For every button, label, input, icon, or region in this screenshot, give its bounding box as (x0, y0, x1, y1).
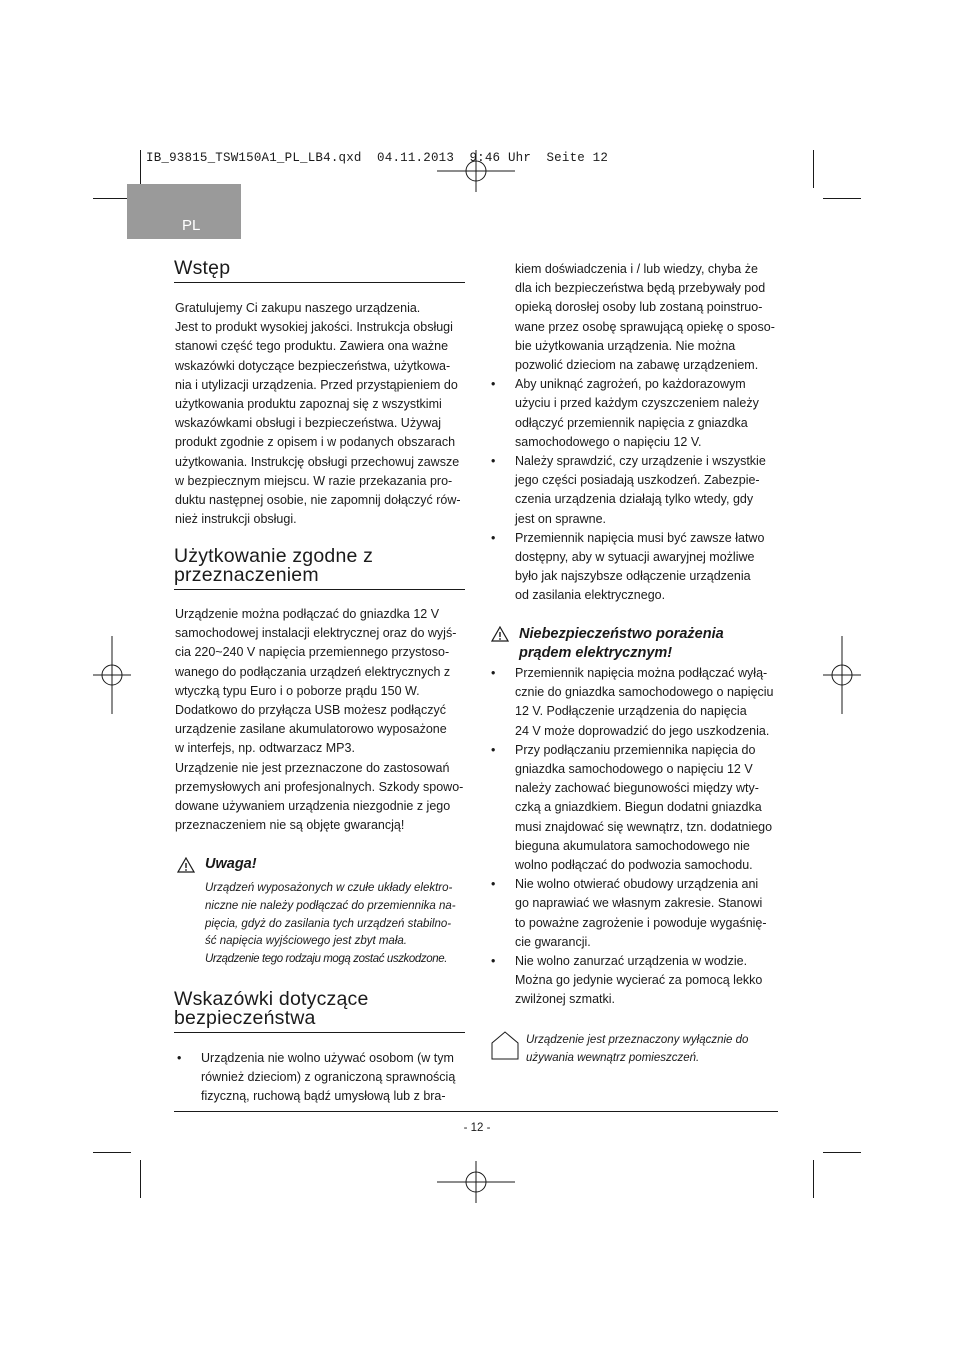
section-rule (174, 282, 465, 283)
title-line: prądem elektrycznym! (519, 645, 673, 661)
safety-list-right (489, 260, 789, 606)
print-slug-line: IB_93815_TSW150A1_PL_LB4.qxd 04.11.2013 9:46 Uhr Seite 12 (146, 151, 609, 165)
text-line: samochodowego o napięciu 12 V. (515, 434, 702, 449)
text-line: użyciu i przed każdym czyszczeniem należy (515, 396, 759, 411)
text-line: użytkowania produktu zapoznaj się z wszystkimi (175, 397, 442, 412)
text-line: • Nie wolno otwierać obudowy urządzenia ani (515, 877, 759, 892)
text-line: wane przez osobę sprawującą opiekę o sposo- (515, 319, 775, 334)
list-item (489, 664, 789, 741)
section-title-intro: Wstęp (174, 257, 231, 279)
text-line: odłączyć przemiennik napięcia z gniazdka (515, 415, 748, 430)
crop-mark (93, 198, 131, 199)
continued-item (489, 260, 789, 375)
safety-list-left (175, 1049, 475, 1107)
list-item (489, 952, 789, 1010)
text-line: użytkowania. Instrukcję obsługi przechowuj zawsze (175, 454, 460, 469)
crop-mark (813, 1160, 814, 1198)
text-line: jest on sprawne. (515, 511, 607, 526)
text-line: czenia urządzenia działają tylko wtedy, gdy (515, 492, 754, 507)
text-line: wtyczką typu Euro i o poborze prądu 150 W. (175, 683, 420, 698)
text-line: wskazówki dotyczące bezpieczeństwa, użytkowa- (175, 358, 451, 373)
text-line: Jest to produkt wysokiej jakości. Instrukcja obsługi (175, 320, 453, 335)
text-line: fizyczną, ruchową bądź umysłową lub z bra- (201, 1089, 446, 1104)
text-line: nia i utylizacji urządzenia. Przed przystąpieniem do (175, 377, 458, 392)
text-line: cznie do gniazdka samochodowego o napięciu (515, 685, 774, 700)
warning-triangle-icon (491, 626, 509, 642)
registration-mark-icon (823, 636, 861, 714)
text-line: Gratulujemy Ci zakupu naszego urządzenia. (175, 301, 421, 315)
footer-rule (174, 1111, 778, 1112)
text-line: gniazdka samochodowego o napięciu 12 V (515, 762, 753, 777)
text-line: • Urządzenia nie wolno używać osobom (w tym (201, 1051, 454, 1065)
title-line: bezpieczeństwa (174, 1007, 316, 1029)
danger-title (519, 625, 724, 663)
text-line: • Aby uniknąć zagrożeń, po każdorazowym (515, 377, 746, 392)
text-line: wolno podłączać do podwozia samochodu. (515, 858, 753, 873)
language-tab (127, 184, 241, 239)
intended-use-paragraph (175, 605, 475, 835)
text-line: w interfejs, np. odtwarzacz MP3. (175, 741, 355, 756)
section-rule (174, 589, 465, 590)
warning-triangle-icon (177, 857, 195, 873)
crop-mark (813, 150, 814, 188)
text-line: pięcia, gdyż do zasilania tych urządzeń stabilno- (205, 917, 452, 930)
crop-mark (140, 150, 141, 188)
text-line: Urządzenie można podłączać do gniazdka 12 V (175, 607, 440, 621)
text-line: • Przemiennik napięcia musi być zawsze łatwo (515, 530, 765, 545)
text-line: Urządzenie jest przeznaczony wyłącznie do (526, 1034, 749, 1046)
text-line: to poważne zagrożenie i powoduje wygaśnię- (515, 915, 767, 930)
indoor-use-note (526, 1032, 786, 1068)
text-line: Urządzenie nie jest przeznaczone do zastosowań (175, 760, 450, 775)
text-line: wanego do podłączania urządzeń elektrycznych z (175, 664, 451, 679)
title-line: przeznaczeniem (174, 564, 319, 586)
text-line: 12 V. Podłączenie urządzenia do napięcia (515, 704, 747, 719)
text-line: musi znajdować się wewnątrz, tzn. dodatniego (515, 819, 773, 834)
text-line: kiem doświadczenia i / lub wiedzy, chyba że (515, 262, 758, 276)
text-line: 24 V może doprowadzić do jego uszkodzenia. (515, 723, 770, 738)
crop-mark (823, 1152, 861, 1153)
house-indoor-icon (491, 1031, 519, 1060)
list-item (489, 875, 789, 952)
text-line: od zasilania elektrycznego. (515, 588, 666, 603)
registration-mark-icon (93, 636, 131, 714)
list-item (489, 452, 789, 529)
text-line: bieguna akumulatora samochodowego nie (515, 838, 750, 853)
text-line: zwilżonej szmatki. (515, 992, 616, 1007)
text-line: samochodowej instalacji elektrycznej oraz do wyjś- (175, 626, 457, 641)
text-line: urządzenie zasilane akumulatorowo wyposażone (175, 722, 447, 737)
text-line: produkt zgodnie z opisem i w podanych obszarach (175, 435, 456, 450)
intro-paragraph (175, 299, 475, 529)
text-line: przemysłowych ani profesjonalnych. Szkody spowo- (175, 779, 464, 794)
text-line: było jak najszybsze odłączenie urządzenia (515, 569, 751, 584)
registration-mark-icon (437, 1161, 515, 1203)
text-line: wskazówkami obsługi i bezpieczeństwa. Używaj (175, 416, 442, 431)
text-line: niczne nie należy podłączać do przemiennika na- (205, 899, 456, 912)
text-line: przeznaczeniem nie są objęte gwarancją! (175, 818, 405, 833)
text-line: Można go jedynie wycierać za pomocą lekko (515, 973, 763, 988)
text-line: w bezpiecznym miejscu. W razie przekazania pro- (175, 473, 453, 488)
text-line: bie użytkowania urządzenia. Nie można (515, 338, 736, 353)
text-line: czką a gniazdkiem. Biegun dodatni gniazdka (515, 800, 762, 815)
text-line: • Nie wolno zanurzać urządzenia w wodzie. (515, 954, 748, 969)
list-item (175, 1049, 475, 1107)
text-line: Urządzeń wyposażonych w czułe układy elektro- (205, 882, 453, 894)
crop-mark (823, 198, 861, 199)
title-line: Wskazówki dotyczące (174, 988, 369, 1010)
text-line: • Należy sprawdzić, czy urządzenie i wszystkie (515, 454, 766, 469)
text-line: Dodatkowo do przyłącza USB możesz podłączyć (175, 703, 446, 718)
crop-mark (140, 1160, 141, 1198)
text-line: go naprawiać we własnym zakresie. Stanowi (515, 896, 763, 911)
section-rule (174, 1032, 465, 1033)
text-line: nież instrukcji obsługi. (175, 512, 297, 527)
caution-title: Uwaga! (205, 856, 257, 872)
title-line: Niebezpieczeństwo porażenia (519, 626, 724, 642)
text-line: dostępny, aby w sytuacji awaryjnej możliwe (515, 550, 755, 565)
list-item (489, 529, 789, 606)
text-line: używania wewnątrz pomieszczeń. (526, 1051, 700, 1064)
text-line: opieką dorosłej osoby lub zostaną poinstruo- (515, 300, 763, 315)
text-line: duktu następnej osobie, nie zapomnij dołączyć rów- (175, 493, 461, 508)
list-item (489, 375, 789, 452)
list-item (489, 741, 789, 875)
page-number: - 12 - (463, 1122, 491, 1134)
crop-mark (93, 1152, 131, 1153)
text-line: ść napięcia wyjściowego jest zbyt mała. (205, 935, 407, 948)
text-line: należy zachować biegunowości między wty- (515, 781, 759, 796)
text-line: również dzieciom) z ograniczoną sprawnością (201, 1070, 456, 1085)
text-line: • Przy podłączaniu przemiennika napięcia do (515, 742, 756, 757)
danger-list (489, 664, 789, 1010)
text-line: stanowi część tego produktu. Zawiera ona ważne (175, 339, 449, 354)
text-line: cie gwarancji. (515, 934, 591, 949)
section-title-intended-use (174, 547, 373, 585)
text-line: pozwolić dzieciom na zabawę urządzeniem. (515, 358, 759, 373)
text-line: Urządzenie tego rodzaju mogą zostać uszkodzone. (205, 953, 448, 966)
caution-text (205, 880, 470, 969)
text-line: dla ich bezpieczeństwa będą przebywały pod (515, 281, 766, 296)
text-line: • Przemiennik napięcia można podłączać wyłą- (515, 666, 768, 680)
text-line: dowane używaniem urządzenia niezgodnie z jego (175, 799, 451, 814)
section-title-safety (174, 990, 369, 1028)
text-line: jego części posiadają uszkodzeń. Zabezpie- (515, 473, 760, 488)
text-line: cia 220~240 V napięcia przemiennego przystoso- (175, 645, 450, 660)
language-tab-label: PL (182, 217, 201, 234)
title-line: Użytkowanie zgodne z (174, 545, 374, 567)
